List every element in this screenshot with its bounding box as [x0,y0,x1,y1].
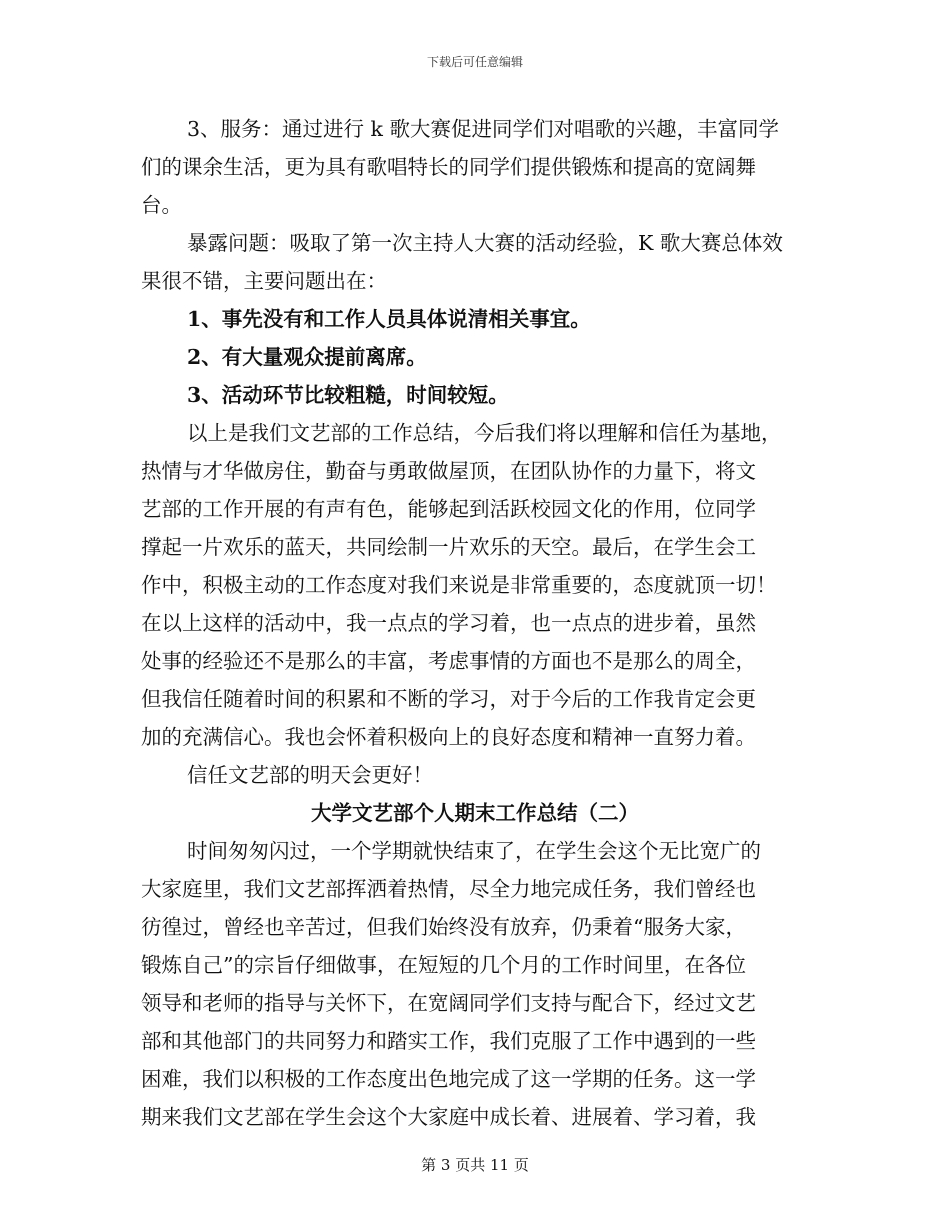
document-body [141,110,809,1136]
paragraph-line: 信任文艺部的明天会更好！ [187,763,433,787]
paragraph-line: 锻炼自己”的宗旨仔细做事，在短短的几个月的工作时间里，在各位 [141,953,746,977]
paragraph-line: 时间匆匆闪过，一个学期就快结束了，在学生会这个无比宽广的 [187,839,761,863]
paragraph-line: 台。 [141,193,182,217]
paragraph-line: 部和其他部门的共同努力和踏实工作，我们克服了工作中遇到的一些 [141,1029,756,1053]
issue-item-1: 1、事先没有和工作人员具体说清相关事宜。 [187,307,591,331]
paragraph-line: 以上是我们文艺部的工作总结，今后我们将以理解和信任为基地， [187,421,782,445]
paragraph-line: 在以上这样的活动中，我一点点的学习着，也一点点的进步着，虽然 [141,611,756,635]
paragraph-line: 大家庭里，我们文艺部挥洒着热情，尽全力地完成任务，我们曾经也 [141,877,756,901]
paragraph-line: 3、服务：通过进行 k 歌大赛促进同学们对唱歌的兴趣，丰富同学 [187,117,779,141]
page-header: 下载后可任意编辑 [426,55,523,69]
paragraph-line: 作中，积极主动的工作态度对我们来说是非常重要的，态度就顶一切！ [141,573,777,597]
page-number-footer: 第 3 页共 11 页 [421,1156,529,1174]
paragraph-line: 暴露问题：吸取了第一次主持人大赛的活动经验，K 歌大赛总体效 [187,231,783,255]
paragraph-line: 艺部的工作开展的有声有色，能够起到活跃校园文化的作用，位同学 [141,497,756,521]
paragraph-line: 果很不错，主要问题出在： [141,269,387,293]
issue-item-3: 3、活动环节比较粗糙，时间较短。 [187,383,509,407]
paragraph-line: 加的充满信心。我也会怀着积极向上的良好态度和精神一直努力着。 [141,725,756,749]
paragraph-line: 领导和老师的指导与关怀下，在宽阔同学们支持与配合下，经过文艺 [141,991,756,1015]
paragraph-line: 们的课余生活，更为具有歌唱特长的同学们提供锻炼和提高的宽阔舞 [141,155,756,179]
paragraph-line: 处事的经验还不是那么的丰富，考虑事情的方面也不是那么的周全， [141,649,756,673]
issue-item-2: 2、有大量观众提前离席。 [187,345,427,369]
paragraph-line: 热情与才华做房住，勤奋与勇敢做屋顶，在团队协作的力量下，将文 [141,459,756,483]
paragraph-line: 但我信任随着时间的积累和不断的学习，对于今后的工作我肯定会更 [141,687,756,711]
paragraph-line: 彷徨过，曾经也辛苦过，但我们始终没有放弃，仍秉着“服务大家， [141,915,746,939]
paragraph-line: 困难，我们以积极的工作态度出色地完成了这一学期的任务。这一学 [141,1067,756,1091]
section-title: 大学文艺部个人期末工作总结（二） [311,801,639,825]
paragraph-line: 期来我们文艺部在学生会这个大家庭中成长着、进展着、学习着，我 [141,1105,756,1129]
paragraph-line: 撑起一片欢乐的蓝天，共同绘制一片欢乐的天空。最后，在学生会工 [141,535,756,559]
